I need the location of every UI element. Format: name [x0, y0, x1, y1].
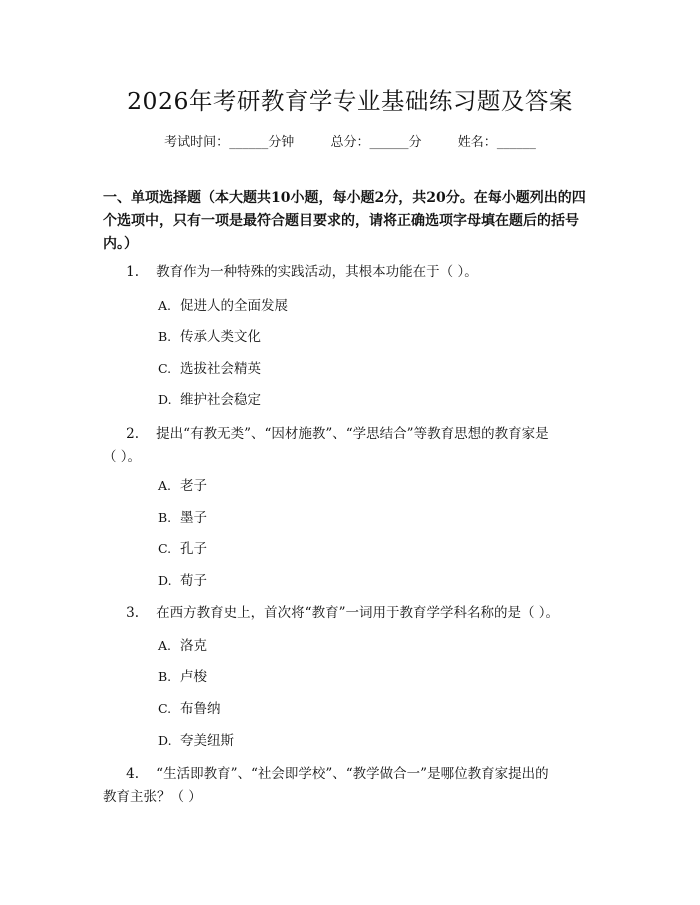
option-text: 维护社会稳定 — [180, 392, 261, 408]
time-unit: 分钟 — [268, 135, 295, 150]
score-label: 总分： — [330, 135, 370, 150]
question-text: 在西方教育史上，首次将“教育”一词用于教育学学科名称的是（ ）。 — [156, 605, 560, 621]
question-number: 3. — [126, 605, 139, 621]
page-title: 2026年考研教育学专业基础练习题及答案 — [127, 87, 573, 115]
option-letter: B. — [158, 510, 172, 525]
question-3-option-a — [158, 636, 207, 656]
option-letter: D. — [158, 573, 172, 588]
question-text-continued: 教育主张？（ ） — [103, 789, 202, 805]
question-text: “生活即教育”、“社会即学校”、“教学做合一”是哪位教育家提出的 — [156, 766, 549, 782]
option-letter: D. — [158, 733, 172, 748]
question-text-continued: （ ）。 — [103, 449, 142, 465]
option-text: 传承人类文化 — [180, 329, 261, 345]
option-letter: A. — [158, 638, 172, 653]
option-text: 洛克 — [180, 638, 207, 654]
question-4-stem — [103, 763, 603, 809]
question-3-option-c — [158, 699, 221, 719]
question-number: 2. — [126, 426, 139, 442]
question-1-option-a — [158, 296, 288, 316]
option-letter: B. — [158, 329, 172, 344]
name-label: 姓名： — [457, 135, 497, 150]
time-blank: ______ — [229, 135, 269, 150]
question-text: 教育作为一种特殊的实践活动，其根本功能在于（ ）。 — [156, 264, 478, 280]
question-2-option-b — [158, 508, 207, 528]
question-text: 提出“有教无类”、“因材施教”、“学思结合”等教育思想的教育家是 — [156, 426, 549, 442]
option-text: 布鲁纳 — [180, 701, 221, 717]
question-2-option-d — [158, 571, 207, 591]
question-2-option-c — [158, 539, 207, 559]
question-3-stem — [103, 602, 603, 625]
question-3-option-d — [158, 731, 234, 751]
option-text: 老子 — [180, 478, 207, 494]
option-text: 孔子 — [180, 541, 207, 557]
question-2-stem — [103, 423, 603, 469]
time-label: 考试时间： — [164, 135, 230, 150]
option-text: 卢梭 — [180, 669, 207, 685]
option-text: 荀子 — [180, 573, 207, 589]
question-1-stem — [103, 261, 603, 284]
question-3-option-b — [158, 667, 207, 687]
option-text: 墨子 — [180, 510, 207, 526]
score-blank: ______ — [369, 135, 409, 150]
question-1-option-c — [158, 359, 261, 379]
section-heading: 一、单项选择题（本大题共10小题，每小题2分，共20分。在每小题列出的四个选项中，只有一项是最符合题目要求的，请将正确选项字母填在题后的括号内。） — [103, 190, 586, 252]
option-text: 选拔社会精英 — [180, 361, 261, 377]
question-number: 4. — [126, 766, 139, 782]
name-blank: ______ — [496, 135, 536, 150]
question-1-option-b — [158, 327, 261, 347]
option-letter: C. — [158, 361, 172, 376]
question-number: 1. — [126, 264, 139, 280]
option-letter: C. — [158, 701, 172, 716]
option-text: 夸美纽斯 — [180, 733, 234, 749]
option-letter: A. — [158, 478, 172, 493]
exam-meta-line — [0, 131, 700, 150]
option-letter: B. — [158, 669, 172, 684]
score-unit: 分 — [408, 135, 422, 150]
option-letter: A. — [158, 298, 172, 313]
option-letter: C. — [158, 541, 172, 556]
question-1-option-d — [158, 390, 261, 410]
question-2-option-a — [158, 476, 207, 496]
option-letter: D. — [158, 392, 172, 407]
option-text: 促进人的全面发展 — [180, 298, 288, 314]
